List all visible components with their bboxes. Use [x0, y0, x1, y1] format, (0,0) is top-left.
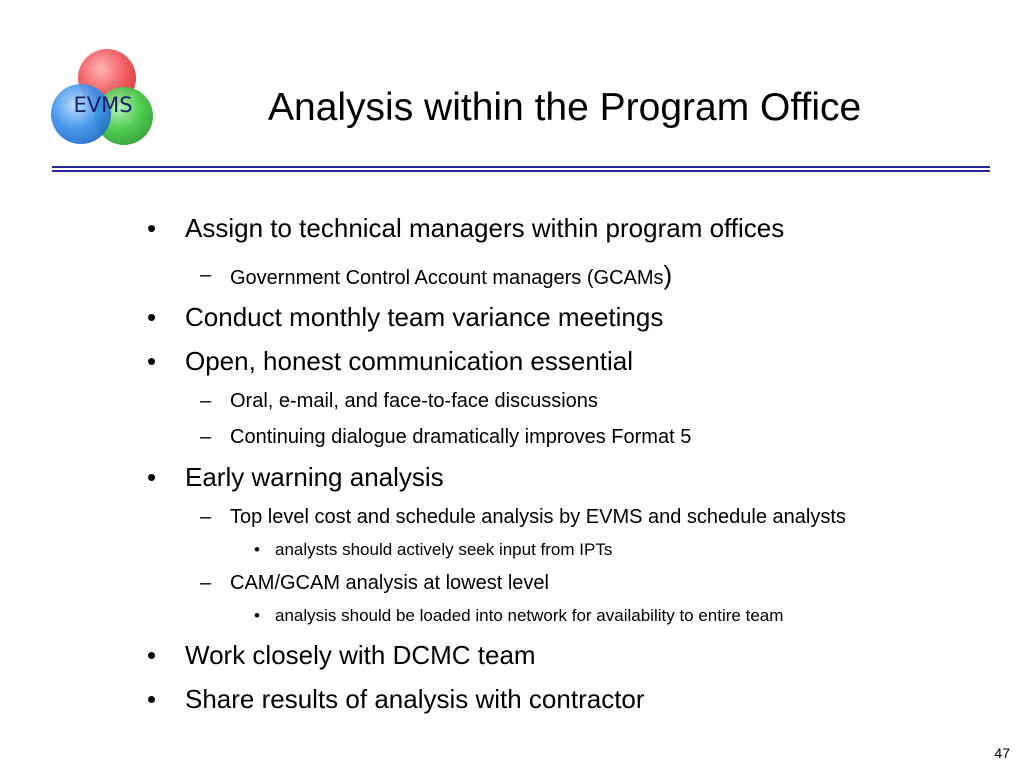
dash-marker: –: [200, 390, 212, 412]
bullet-text: Open, honest communication essential: [185, 346, 634, 376]
sub-sub-bullet-item: [254, 606, 784, 626]
small-bullet-marker: •: [254, 606, 260, 625]
sub-bullet-item: [200, 571, 549, 595]
sub-sub-bullet-text: analysis should be loaded into network for availability to entire team: [275, 606, 784, 625]
bullet-marker: •: [147, 640, 157, 670]
bullet-item: [147, 346, 634, 376]
slide-title: Analysis within the Program Office: [268, 86, 862, 129]
sub-bullet-text: Government Control Account managers (GCAMs: [230, 267, 664, 289]
bullet-marker: •: [147, 302, 157, 332]
dash-marker: –: [200, 426, 212, 448]
sub-bullet-item: [200, 425, 692, 449]
bullet-item: [147, 640, 536, 670]
dash-marker: –: [200, 572, 212, 594]
bullet-text: Work closely with DCMC team: [185, 640, 536, 670]
dash-marker: –: [200, 506, 212, 528]
sub-sub-bullet-text: analysts should actively seek input from IPTs: [275, 540, 613, 559]
sub-bullet-text: Continuing dialogue dramatically improves Format 5: [230, 426, 692, 448]
bullet-item: [147, 213, 785, 243]
closing-paren: ): [663, 260, 673, 290]
sub-sub-bullet-item: [254, 540, 613, 560]
dash-marker: –: [200, 264, 212, 286]
page-number: 47: [994, 745, 1010, 761]
bullet-item: [147, 684, 645, 714]
sub-bullet-text: Top level cost and schedule analysis by EVMS and schedule analysts: [230, 506, 846, 528]
bullet-text: Conduct monthly team variance meetings: [185, 302, 664, 332]
sub-bullet-text: Oral, e-mail, and face-to-face discussions: [230, 390, 598, 412]
small-bullet-marker: •: [254, 540, 260, 559]
sub-bullet-item: [200, 260, 673, 290]
bullet-marker: •: [147, 213, 157, 243]
bullet-marker: •: [147, 462, 157, 492]
bullet-item: [147, 302, 664, 332]
bullet-marker: •: [147, 346, 157, 376]
bullet-marker: •: [147, 684, 157, 714]
sub-bullet-item: [200, 505, 846, 529]
bullet-text: Share results of analysis with contractor: [185, 684, 645, 714]
bullet-text: Assign to technical managers within program offices: [185, 213, 785, 243]
bullet-item: [147, 462, 444, 492]
sub-bullet-item: [200, 389, 598, 413]
sub-bullet-text: CAM/GCAM analysis at lowest level: [230, 572, 549, 594]
bullet-text: Early warning analysis: [185, 462, 444, 492]
logo-text: EVMS: [73, 93, 133, 117]
